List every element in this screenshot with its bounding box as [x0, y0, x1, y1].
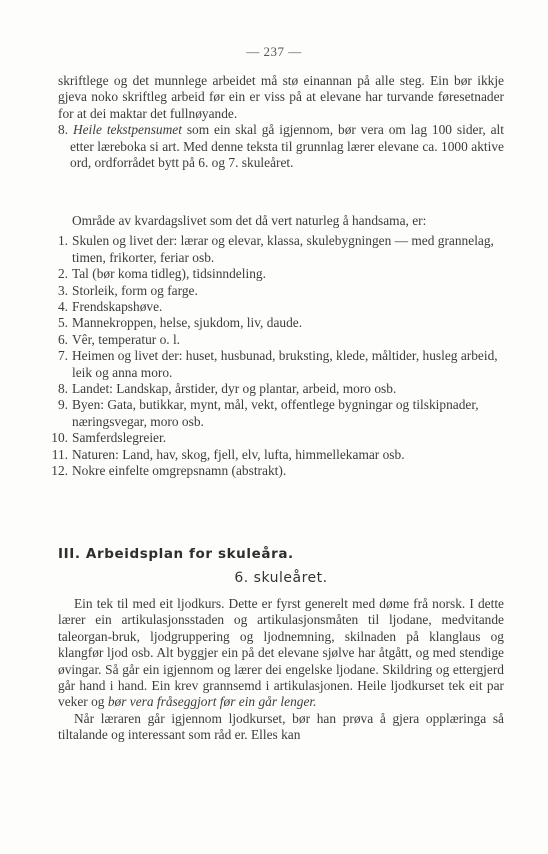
- topic-item: [58, 233, 504, 266]
- section-paragraph-2: Når læraren går igjennom ljodkurset, bør han prøva å gjera opplæringa så tiltalande og interessant som råd er. Elles kan: [58, 710, 504, 743]
- topic-text: Samferdslegreier.: [72, 430, 167, 446]
- topic-item: [58, 397, 504, 430]
- topic-text: Byen: Gata, butikkar, mynt, mål, vekt, offentlege bygningar og tilskipnader, næringsvegar, moro osb.: [72, 397, 479, 429]
- topic-text: Naturen: Land, hav, skog, fjell, elv, lufta, himmellekamar osb.: [72, 446, 405, 462]
- topics-section: [51, 213, 504, 480]
- topic-number: 5.: [57, 315, 68, 331]
- item-8-text: som ein skal gå igjennom, bør vera om lag 100 sider, alt etter læreboka si art. Med denne teksta til grunnlag lærer elevane ca. 1000 aktive ord, ordforrådet bytt på 6. og 7. skuleåret.: [70, 122, 504, 171]
- topic-number: 3.: [57, 282, 68, 298]
- topic-number: 10.: [51, 430, 68, 446]
- topic-number: 8.: [57, 381, 68, 397]
- topic-item: [58, 266, 504, 282]
- section-heading-block: [58, 546, 504, 562]
- topics-list: [51, 233, 504, 479]
- topics-intro: Område av kvardagslivet som det då vert naturleg å handsama, er:: [72, 213, 427, 228]
- topic-number: 7.: [57, 348, 68, 364]
- topic-text: Frendskapshøve.: [72, 299, 163, 315]
- topic-item: [51, 446, 504, 463]
- topic-number: 6.: [57, 331, 68, 347]
- section-body: [58, 596, 504, 744]
- page-number: — 237 —: [246, 44, 302, 59]
- topic-text: Mannekroppen, helse, sjukdom, liv, daude.: [72, 315, 303, 331]
- topic-number: 4.: [57, 299, 68, 315]
- topic-text: Vêr, temperatur o. l.: [72, 331, 181, 347]
- topic-item: [58, 332, 504, 348]
- item-8-paragraph: [58, 122, 504, 171]
- subheading-block: [58, 570, 504, 586]
- topic-number: 9.: [57, 397, 68, 413]
- item-8-number: 8.: [58, 122, 69, 138]
- topic-item: [58, 381, 504, 397]
- section-paragraph-1: [58, 596, 504, 711]
- topic-text: Storleik, form og farge.: [72, 282, 198, 298]
- topic-item: [51, 463, 504, 479]
- topic-item: [58, 348, 504, 381]
- topic-number: 12.: [51, 463, 68, 479]
- topic-item: [58, 315, 504, 331]
- topic-text: Landet: Landskap, årstider, dyr og plantar, arbeid, moro osb.: [72, 381, 397, 397]
- topic-text: Skulen og livet der: lærar og elevar, klassa, skulebygningen — med grannelag, timen, frikorter, feriar osb.: [72, 233, 494, 265]
- topic-item: [58, 283, 504, 299]
- section-heading: III. Arbeidsplan for skuleåra.: [58, 546, 294, 562]
- section-paragraph-1-emphasis: bør vera fråseggjort før ein går lenger.: [107, 694, 317, 710]
- topic-item: [51, 430, 504, 446]
- topic-number: 2.: [57, 266, 68, 282]
- topic-number: 11.: [51, 446, 68, 462]
- intro-section: [58, 73, 504, 171]
- topic-text: Heimen og livet der: huset, husbunad, bruksting, klede, måltider, husleg arbeid, leik og anna moro.: [72, 348, 498, 380]
- topic-item: [58, 299, 504, 315]
- topic-text: Tal (bør koma tidleg), tidsinndeling.: [72, 266, 266, 282]
- section-subheading: 6. skuleåret.: [234, 570, 328, 586]
- intro-paragraph: skriftlege og det munnlege arbeidet må stø einannan på alle steg. Ein bør ikkje gjeva noko skriftleg arbeid før ein er viss på at elevane har turvande føresetnader for at dei maktar det fullnøyande.: [58, 73, 504, 121]
- topic-text: Nokre einfelte omgrepsnamn (abstrakt).: [72, 463, 287, 479]
- item-8-emphasis: Heile tekstpensumet: [72, 122, 182, 138]
- section-paragraph-1-text: Ein tek til med eit ljodkurs. Dette er fyrst generelt med døme frå norsk. I dette lærer ein artikulasjonsstaden og artikulasjonsmåten til ljodane, medvitande taleorgan-bruk, ljodgruppering og ljodnemning, skilnaden på klanglaus og klangfør ljod osb. Alt byggjer ein på det elevane sjølve har åtgått, og med stendige øvingar. Så går ein igjennom og lærer dei engelske ljodane. Skildring og ettergjerd går hand i hand. Ein krev grannsemd i artikulasjonen. Heile ljodkurset tek eit par veker og: [58, 596, 504, 710]
- topic-number: 1.: [57, 233, 68, 249]
